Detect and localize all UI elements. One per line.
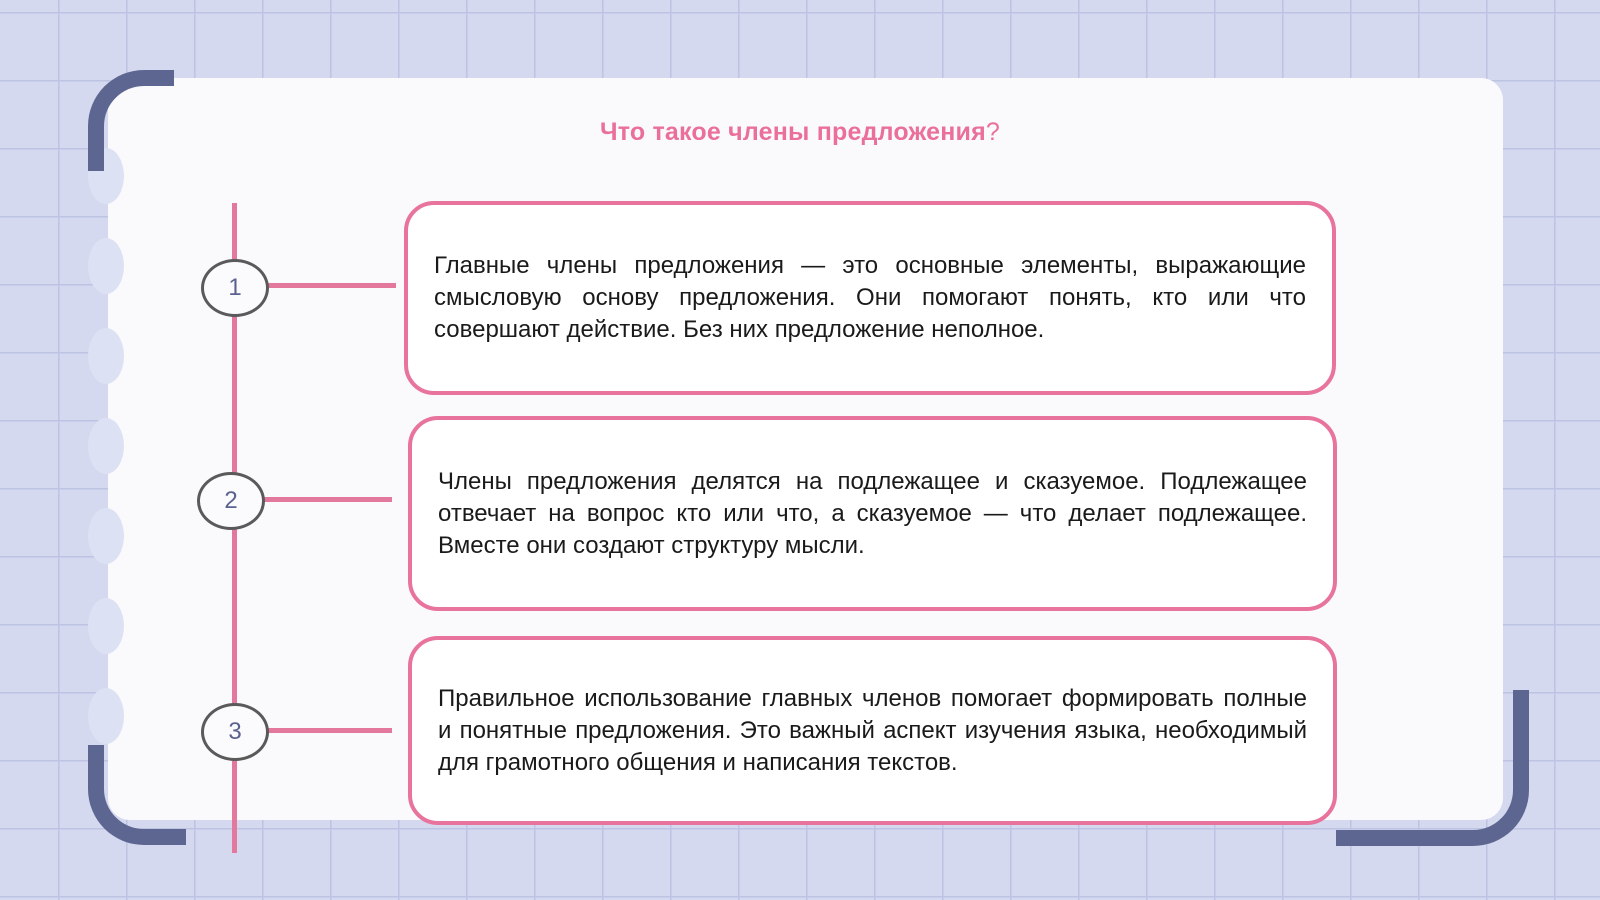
binder-notch: [88, 238, 124, 294]
step-number-3: 3: [201, 703, 269, 761]
info-card-3: [408, 636, 1337, 825]
binder-notch: [88, 508, 124, 564]
info-card-text: Члены предложения делятся на подлежащее и сказуемое. Подлежащее отвечает на вопрос кто или что, а сказуемое — что делает подлежащее. Вместе они создают структуру мысли.: [438, 467, 1307, 559]
info-card-text: Правильное использование главных членов помогает формировать полные и понятные предложения. Это важный аспект изучения языка, необходимый для грамотного общения и написания текстов.: [438, 684, 1307, 776]
step-number-2: 2: [197, 472, 265, 530]
binder-notch: [88, 418, 124, 474]
binder-notch: [88, 688, 124, 744]
timeline-connector-3: [266, 728, 392, 733]
info-card-1: [404, 201, 1336, 395]
slide-title: [0, 118, 1600, 147]
corner-bracket-bottom-left: [88, 745, 186, 845]
corner-bracket-bottom-right: [1336, 690, 1529, 846]
step-number-1: 1: [201, 259, 269, 317]
binder-notch: [88, 598, 124, 654]
info-card-text: Главные члены предложения — это основные элементы, выражающие смысловую основу предложения. Они помогают понять, кто или что совершают действие. Без них предложение неполное.: [434, 252, 1306, 343]
info-card-2: [408, 416, 1337, 611]
timeline-connector-1: [266, 283, 396, 288]
timeline-connector-2: [262, 497, 392, 502]
slide-title-question-mark: ?: [985, 118, 1000, 146]
binder-notch: [88, 328, 124, 384]
slide-title-text: Что такое члены предложения: [599, 118, 986, 146]
